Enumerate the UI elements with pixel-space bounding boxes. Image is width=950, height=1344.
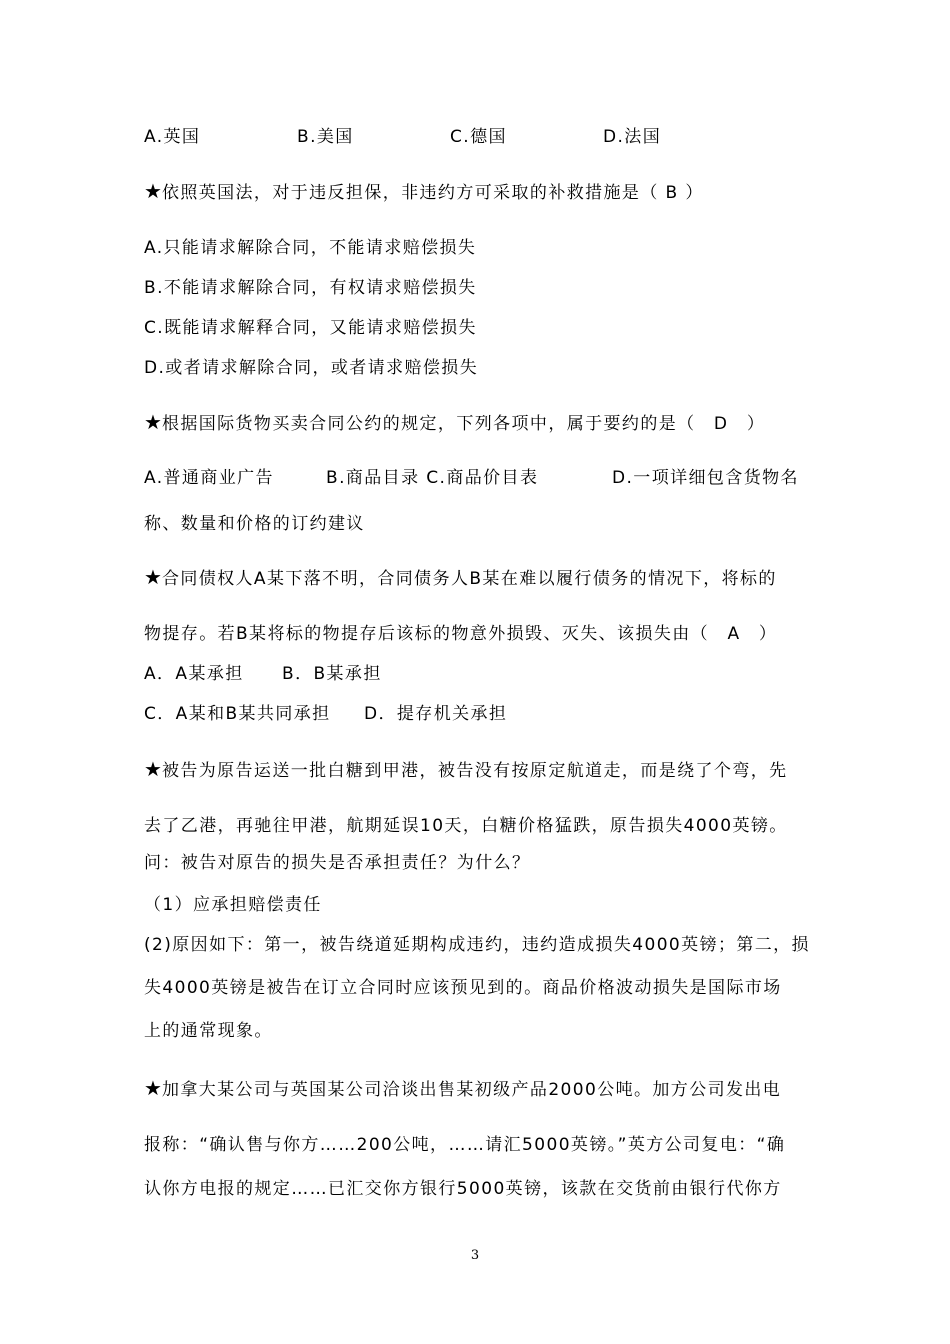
q1-option-d: D.法国 (603, 127, 662, 147)
q3-stem-line (144, 411, 765, 435)
q5-answer-1: （1）应承担赔偿责任 (144, 895, 322, 915)
star-icon: ★ (144, 410, 162, 434)
q6-line-3: 认你方电报的规定……已汇交你方银行5000英镑，该款在交货前由银行代你方 (144, 1179, 782, 1199)
q1-option-b: B.美国 (297, 127, 354, 147)
star-icon: ★ (144, 757, 162, 781)
q2-stem: 依照英国法，对于违反担保，非违约方可采取的补救措施是（ B ） (161, 183, 704, 203)
q2-option-d: D.或者请求解除合同，或者请求赔偿损失 (144, 358, 479, 378)
q3-stem: 根据国际货物买卖合同公约的规定，下列各项中，属于要约的是（ D ） (161, 414, 766, 434)
q5-text-1: 被告为原告运送一批白糖到甲港，被告没有按原定航道走，而是绕了个弯，先 (161, 761, 788, 781)
q4-option-b: B．B某承担 (282, 664, 382, 684)
q2-option-c: C.既能请求解释合同，又能请求赔偿损失 (144, 318, 477, 338)
star-icon: ★ (144, 179, 162, 203)
star-icon: ★ (144, 1076, 162, 1100)
q6-line-1 (144, 1077, 781, 1101)
q5-answer-4: 上的通常现象。 (144, 1021, 273, 1041)
q1-option-c: C.德国 (450, 127, 507, 147)
q5-line-2: 去了乙港，再驰往甲港，航期延误10天，白糖价格猛跌，原告损失4000英镑。 (144, 816, 788, 836)
q4-option-a: A．A某承担 (144, 664, 244, 684)
q3-option-d: D.一项详细包含货物名 (612, 468, 799, 488)
q2-option-b: B.不能请求解除合同，有权请求赔偿损失 (144, 278, 477, 298)
q3-option-a: A.普通商业广告 (144, 468, 274, 488)
q3-option-d-continued: 称、数量和价格的订约建议 (144, 514, 365, 534)
q4-option-c: C．A某和B某共同承担 (144, 704, 331, 724)
star-icon: ★ (144, 565, 162, 589)
q4-stem-line-1 (144, 566, 777, 590)
q4-stem-line-2: 物提存。若B某将标的物提存后该标的物意外损毁、灭失、该损失由（ A ） (144, 624, 778, 644)
page-number: 3 (470, 1248, 480, 1263)
q6-text-1: 加拿大某公司与英国某公司洽谈出售某初级产品2000公吨。加方公司发出电 (161, 1080, 782, 1100)
q3-option-bc: B.商品目录 C.商品价目表 (326, 468, 539, 488)
q5-answer-3: 失4000英镑是被告在订立合同时应该预见到的。商品价格波动损失是国际市场 (144, 978, 782, 998)
q5-line-1 (144, 758, 788, 782)
q5-question: 问：被告对原告的损失是否承担责任？为什么？ (144, 853, 531, 873)
q4-stem-1: 合同债权人A某下落不明，合同债务人B某在难以履行债务的情况下，将标的 (161, 569, 777, 589)
q2-stem-line (144, 180, 704, 204)
q6-line-2: 报称：“确认售与你方……200公吨，……请汇5000英镑。”英方公司复电：“确 (144, 1135, 786, 1155)
q2-option-a: A.只能请求解除合同，不能请求赔偿损失 (144, 238, 477, 258)
q1-option-a: A.英国 (144, 127, 201, 147)
q5-answer-2: (2)原因如下：第一，被告绕道延期构成违约，违约造成损失4000英镑；第二，损 (144, 935, 810, 955)
q4-option-d: D．提存机关承担 (364, 704, 508, 724)
